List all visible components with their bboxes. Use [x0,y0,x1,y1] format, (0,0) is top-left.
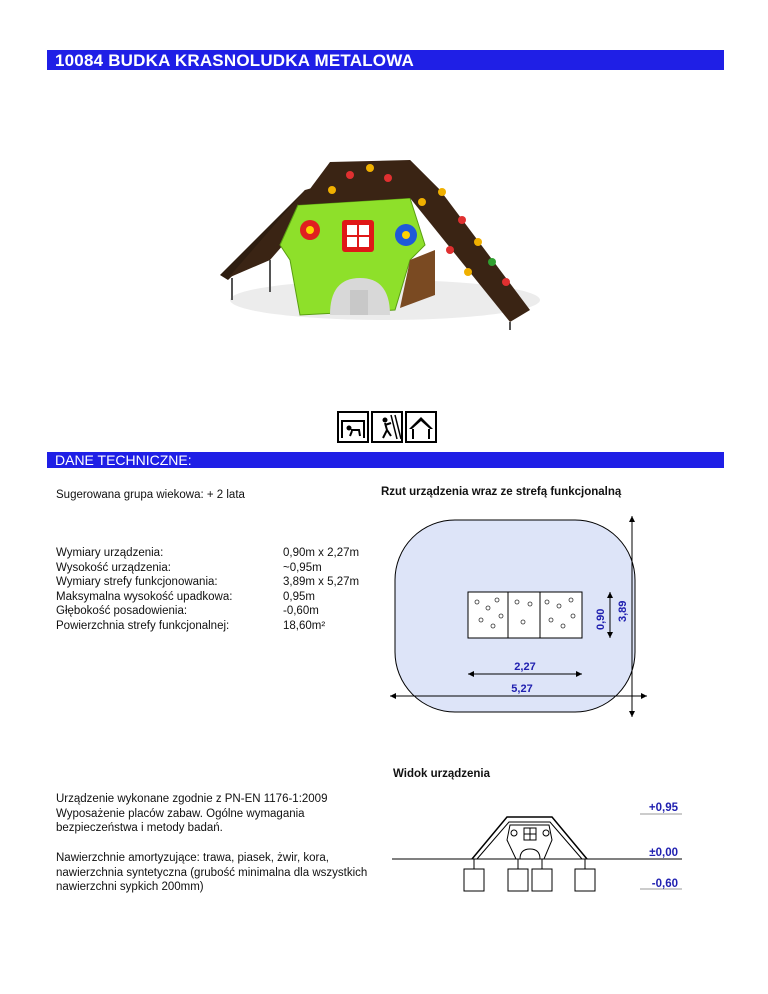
spec-value: 0,95m [283,590,315,603]
surfaces-line: nawierzchnia syntetyczna (grubość minimalna dla wszystkich [56,866,368,879]
product-illustration [210,150,560,340]
dim-zone-depth: 3,89 [617,600,629,622]
dim-device-width: 2,27 [514,661,536,673]
plan-drawing [385,512,665,722]
dim-device-depth: 0,90 [595,608,607,630]
spec-label: Wymiary strefy funkcjonowania: [56,576,218,589]
spec-value: 3,89m x 5,27m [283,576,360,589]
dim-zone-width: 5,27 [511,683,533,695]
roof-shelter-icon [405,411,437,443]
view-heading: Widok urządzenia [393,768,491,780]
plan-heading: Rzut urządzenia wraz ze strefą funkcjonalną [381,486,622,498]
spec-row [56,619,359,634]
level-ground: ±0,00 [649,847,678,859]
spec-value: 0,90m x 2,27m [283,547,360,559]
age-group: Sugerowana grupa wiekowa: + 2 lata [56,489,245,501]
spec-value: 18,60m² [283,619,326,632]
spec-row [56,561,359,576]
norm-text [56,792,327,836]
crawling-child-icon [337,411,369,443]
technical-data-bar [47,452,724,468]
spec-value: -0,60m [283,605,319,618]
spec-label: Głębokość posadowienia: [56,605,188,618]
spec-row [56,546,359,561]
surfaces-line: nawierzchni sypkich 200mm) [56,881,204,893]
surfaces-text [56,851,367,895]
spec-list [56,546,359,634]
side-view-drawing [392,795,688,895]
norm-line: bezpieczeństwa i metody badań. [56,822,223,834]
norm-line: Urządzenie wykonane zgodnie z PN-EN 1176-1:2009 [56,793,328,805]
section-title: DANE TECHNICZNE: [55,452,192,468]
spec-row [56,575,359,590]
pictograms [337,411,437,443]
spec-label: Powierzchnia strefy funkcjonalnej: [56,619,230,632]
surfaces-line: Nawierzchnie amortyzujące: trawa, piasek, żwir, kora, [56,852,329,864]
level-top: +0,95 [648,802,678,814]
level-foundation: -0,60 [651,878,678,890]
spec-value: ~0,95m [283,561,322,574]
climbing-child-icon [371,411,403,443]
norm-line: Wyposażenie placów zabaw. Ogólne wymagania [56,807,305,820]
spec-label: Wymiary urządzenia: [56,547,164,559]
spec-row [56,590,359,605]
spec-label: Maksymalna wysokość upadkowa: [56,590,233,603]
spec-label: Wysokość urządzenia: [56,561,171,574]
title-bar [47,50,724,70]
spec-row [56,604,359,619]
page-title: 10084 BUDKA KRASNOLUDKA METALOWA [55,51,415,70]
